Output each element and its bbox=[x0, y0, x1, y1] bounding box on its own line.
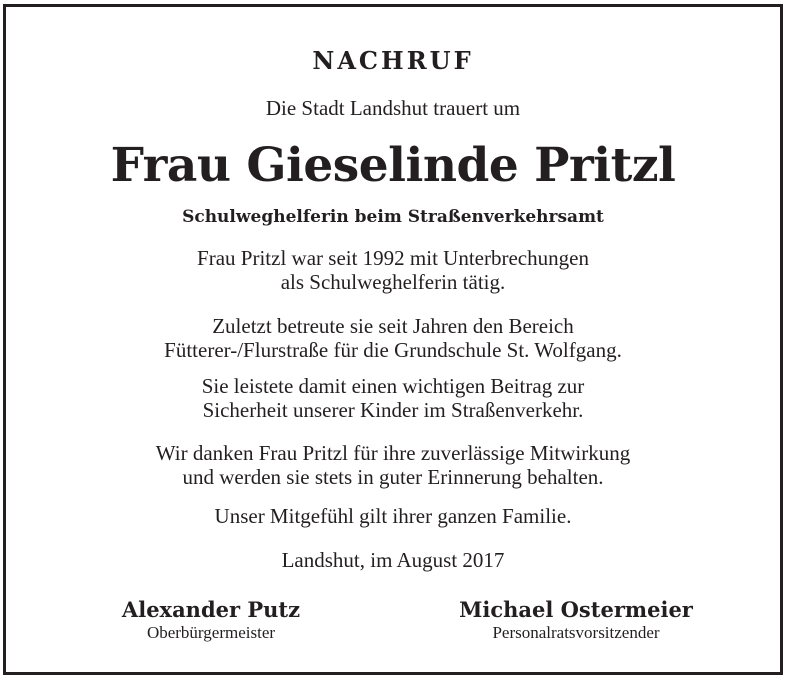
signatory-title: Personalratsvorsitzender bbox=[492, 623, 660, 642]
signatory-name: Alexander Putz bbox=[121, 597, 301, 622]
paragraph-line: Wir danken Frau Pritzl für ihre zuverlässige Mitwirkung bbox=[155, 441, 631, 465]
deceased-role: Schulweghelferin beim Straßenverkehrsamt bbox=[182, 207, 604, 227]
intro-text: Die Stadt Landshut trauert um bbox=[265, 96, 521, 120]
paragraph-service bbox=[6, 246, 780, 294]
paragraph-line: und werden sie stets in guter Erinnerung behalten. bbox=[182, 465, 604, 489]
paragraph-contribution bbox=[6, 374, 780, 422]
signatory-mayor bbox=[76, 597, 346, 643]
paragraph-line: Zuletzt betreute sie seit Jahren den Bereich bbox=[212, 314, 574, 338]
signatory-council-chair bbox=[436, 597, 716, 643]
notice-heading: NACHRUF bbox=[312, 46, 474, 75]
deceased-name: Frau Gieselinde Pritzl bbox=[110, 138, 676, 193]
paragraph-line: Fütterer-/Flurstraße für die Grundschule St. Wolfgang. bbox=[164, 338, 622, 362]
place-date: Landshut, im August 2017 bbox=[281, 548, 505, 572]
paragraph-condolence bbox=[6, 504, 780, 528]
paragraph-line: Unser Mitgefühl gilt ihrer ganzen Familie. bbox=[214, 504, 572, 528]
paragraph-line: Frau Pritzl war seit 1992 mit Unterbrechungen bbox=[197, 246, 589, 270]
paragraph-line: Sicherheit unserer Kinder im Straßenverkehr. bbox=[202, 398, 584, 422]
paragraph-thanks bbox=[6, 441, 780, 489]
paragraph-area bbox=[6, 314, 780, 362]
obituary-notice bbox=[3, 4, 783, 675]
paragraph-line: Sie leistete damit einen wichtigen Beitrag zur bbox=[201, 374, 585, 398]
paragraph-line: als Schulweghelferin tätig. bbox=[280, 270, 506, 294]
signatory-title: Oberbürgermeister bbox=[146, 623, 276, 642]
signatory-name: Michael Ostermeier bbox=[459, 597, 693, 622]
